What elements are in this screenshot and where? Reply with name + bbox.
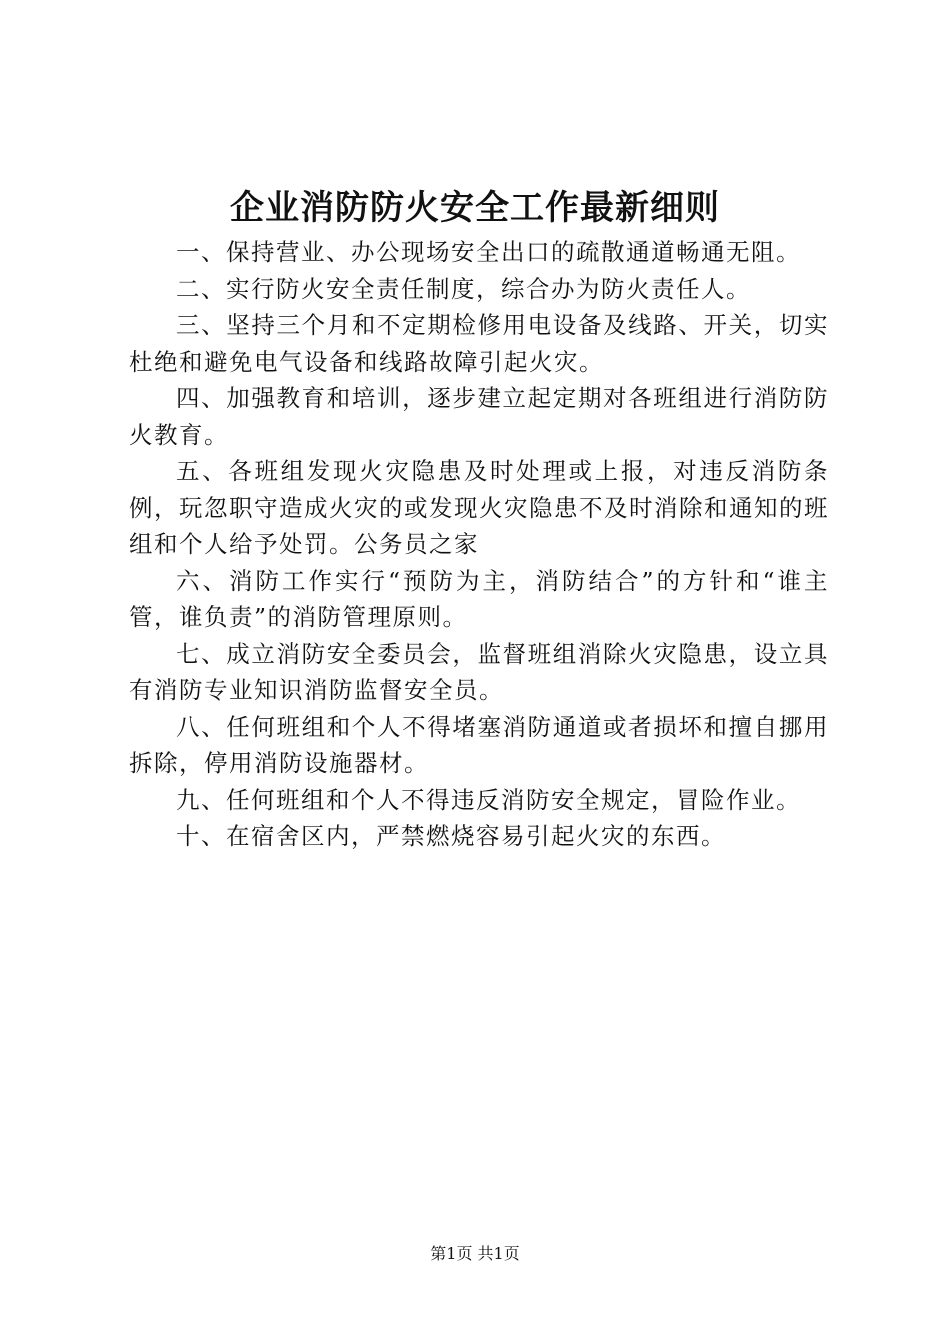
document-title: 企业消防防火安全工作最新细则 — [230, 188, 720, 228]
paragraph-10: 十、在宿舍区内，严禁燃烧容易引起火灾的东西。 — [176, 822, 726, 850]
paragraph-9: 九、任何班组和个人不得违反消防安全规定，冒险作业。 — [176, 785, 801, 814]
page-footer: 第1页 共1页 — [430, 1244, 520, 1263]
paragraph-6: 六、消防工作实行“预防为主，消防结合”的方针和“谁主管，谁负责”的消防管理原则。 — [129, 566, 829, 631]
paragraph-3: 三、坚持三个月和不定期检修用电设备及线路、开关，切实杜绝和避免电气设备和线路故障引起火灾。 — [129, 311, 829, 376]
paragraph-8: 八、任何班组和个人不得堵塞消防通道或者损坏和擅自挪用拆除，停用消防设施器材。 — [129, 712, 829, 777]
paragraph-7: 七、成立消防安全委员会，监督班组消除火灾隐患，设立具有消防专业知识消防监督安全员。 — [129, 639, 829, 704]
paragraph-4: 四、加强教育和培训，逐步建立起定期对各班组进行消防防火教育。 — [129, 384, 829, 449]
paragraph-2: 二、实行防火安全责任制度，综合办为防火责任人。 — [176, 274, 751, 303]
document-body — [129, 234, 829, 855]
paragraph-1: 一、保持营业、办公现场安全出口的疏散通道畅通无阻。 — [176, 238, 801, 266]
paragraph-5: 五、各班组发现火灾隐患及时处理或上报，对违反消防条例，玩忽职守造成火灾的或发现火灾隐患不及时消除和通知的班组和个人给予处罚。公务员之家 — [129, 457, 829, 558]
